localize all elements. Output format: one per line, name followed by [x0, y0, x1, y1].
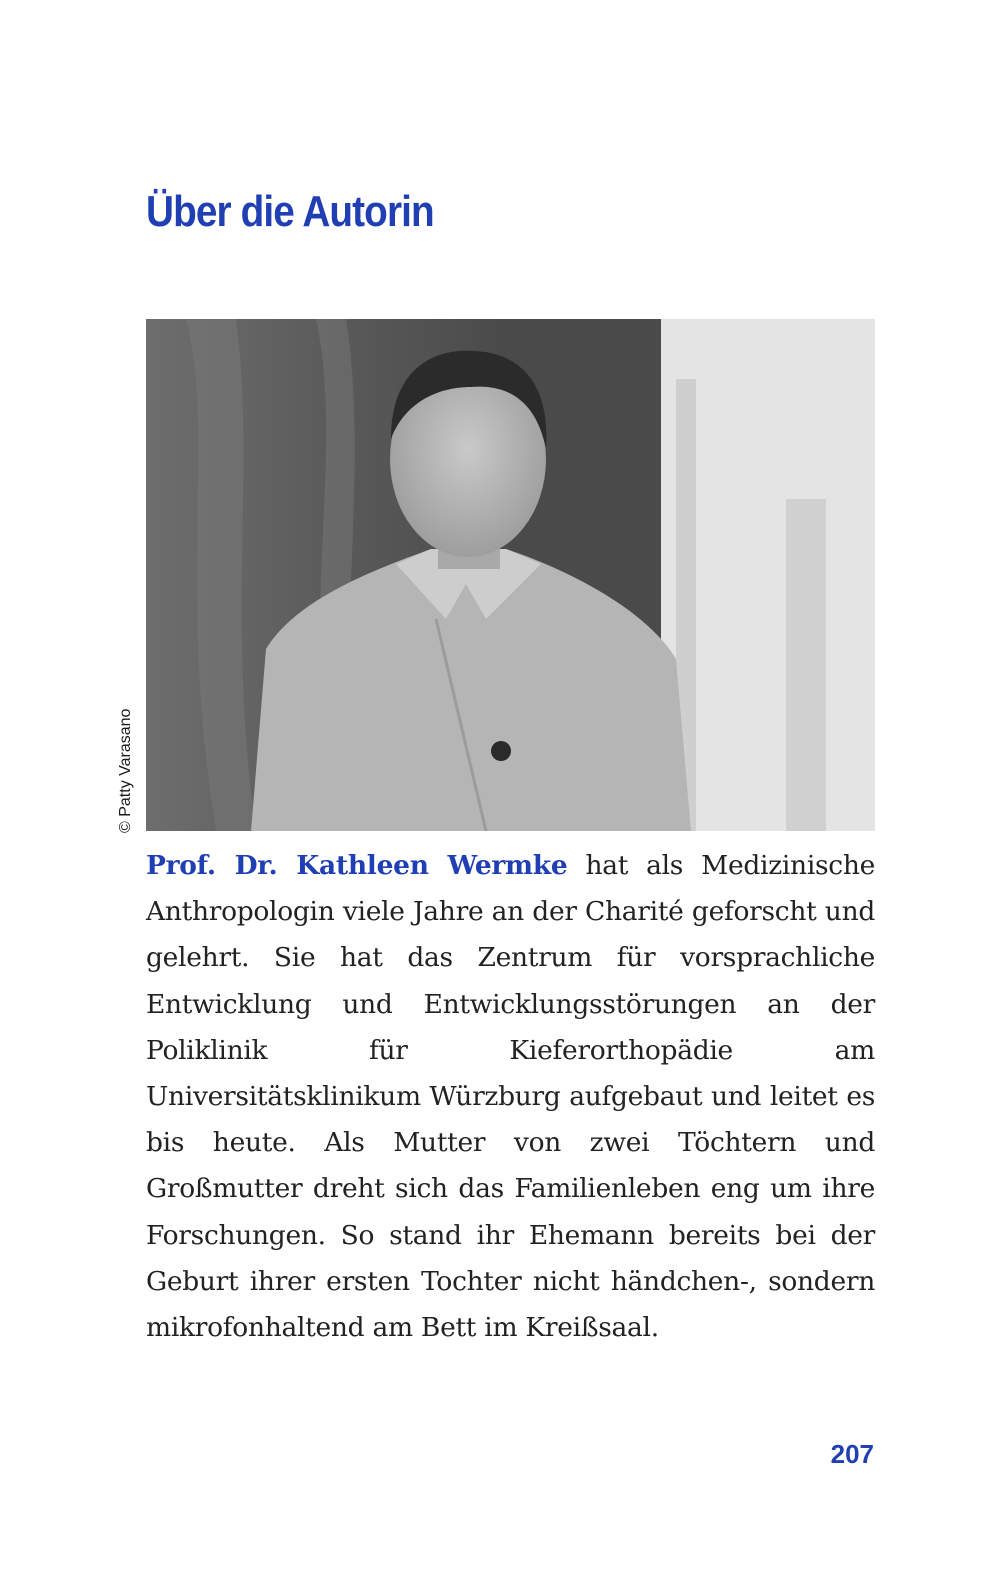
page-number: 207: [830, 1439, 874, 1469]
page-title: Über die Autorin: [146, 187, 434, 236]
author-portrait-photo: [146, 319, 875, 831]
biography-text: hat als Medizinische Anthropologin viele Jahre an der Charité geforscht und gelehrt. Sie hat das Zentrum für vorsprachliche Entwicklung und Entwicklungsstörungen an der Poliklinik für Kieferorthopädie am Universitätsklinikum Würzburg aufgebaut und leitet es bis heute. Als Mutter von zwei Töchtern und Großmutter dreht sich das Familienleben eng um ihre Forschungen. So stand ihr Ehemann bereits bei der Geburt ihrer ersten Tochter nicht händchen-, sondern mikrofonhaltend am Bett im Kreißsaal.: [146, 850, 875, 1344]
author-biography: [146, 843, 875, 1351]
author-name: Prof. Dr. Kathleen Wermke: [146, 850, 568, 881]
photo-credit: © Patty Varasano: [117, 708, 134, 833]
